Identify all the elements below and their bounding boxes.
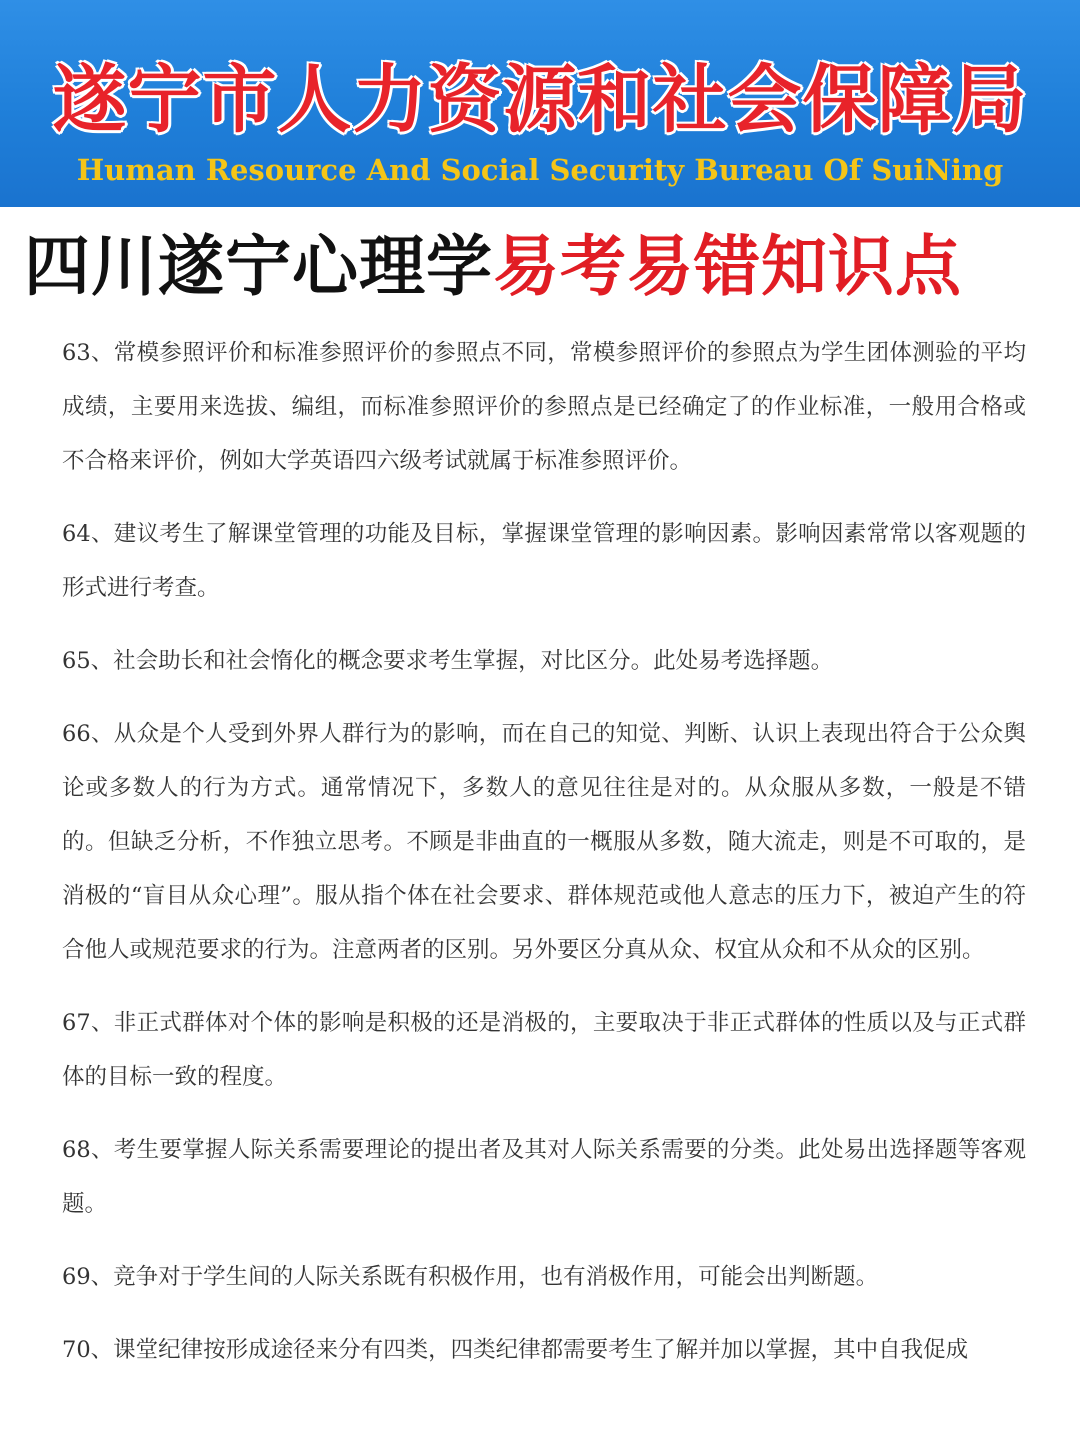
knowledge-point-70: 70、课堂纪律按形成途径来分有四类，四类纪律都需要考生了解并加以掌握，其中自我促成: [62, 1337, 969, 1363]
headline-part-black: 四川遂宁心理学: [24, 228, 493, 305]
knowledge-point-65: 65、社会助长和社会惰化的概念要求考生掌握，对比区分。此处易考选择题。: [62, 648, 834, 674]
knowledge-point-68: 68、考生要掌握人际关系需要理论的提出者及其对人际关系需要的分类。此处易出选择题等客观题。: [62, 1137, 1026, 1217]
knowledge-point-69: 69、竞争对于学生间的人际关系既有积极作用，也有消极作用，可能会出判断题。: [62, 1264, 879, 1290]
knowledge-point-67: 67、非正式群体对个体的影响是积极的还是消极的，主要取决于非正式群体的性质以及与正式群体的目标一致的程度。: [62, 1010, 1026, 1090]
header-banner: [0, 0, 1080, 207]
knowledge-points-list: [62, 326, 1026, 1396]
bureau-title-chinese: 遂宁市人力资源和社会保障局: [52, 57, 1028, 143]
knowledge-point-66: 66、从众是个人受到外界人群行为的影响，而在自己的知觉、判断、认识上表现出符合于公众舆论或多数人的行为方式。通常情况下，多数人的意见往往是对的。从众服从多数，一般是不错的。但缺乏分析，不作独立思考。不顾是非曲直的一概服从多数，随大流走，则是不可取的，是消极的“盲目从众心理”。服从指个体在社会要求、群体规范或他人意志的压力下，被迫产生的符合他人或规范要求的行为。注意两者的区别。另外要区分真从众、权宜从众和不从众的区别。: [62, 721, 1026, 963]
bureau-title-english: Human Resource And Social Security Bureau Of SuiNing: [76, 153, 1004, 187]
knowledge-point-64: 64、建议考生了解课堂管理的功能及目标，掌握课堂管理的影响因素。影响因素常常以客观题的形式进行考查。: [62, 521, 1026, 601]
page-headline: [24, 222, 1074, 312]
knowledge-point-63: 63、常模参照评价和标准参照评价的参照点不同，常模参照评价的参照点为学生团体测验的平均成绩，主要用来选拔、编组，而标准参照评价的参照点是已经确定了的作业标准，一般用合格或不合格来评价，例如大学英语四六级考试就属于标准参照评价。: [62, 340, 1026, 474]
headline-part-red: 易考易错知识点: [493, 228, 962, 305]
